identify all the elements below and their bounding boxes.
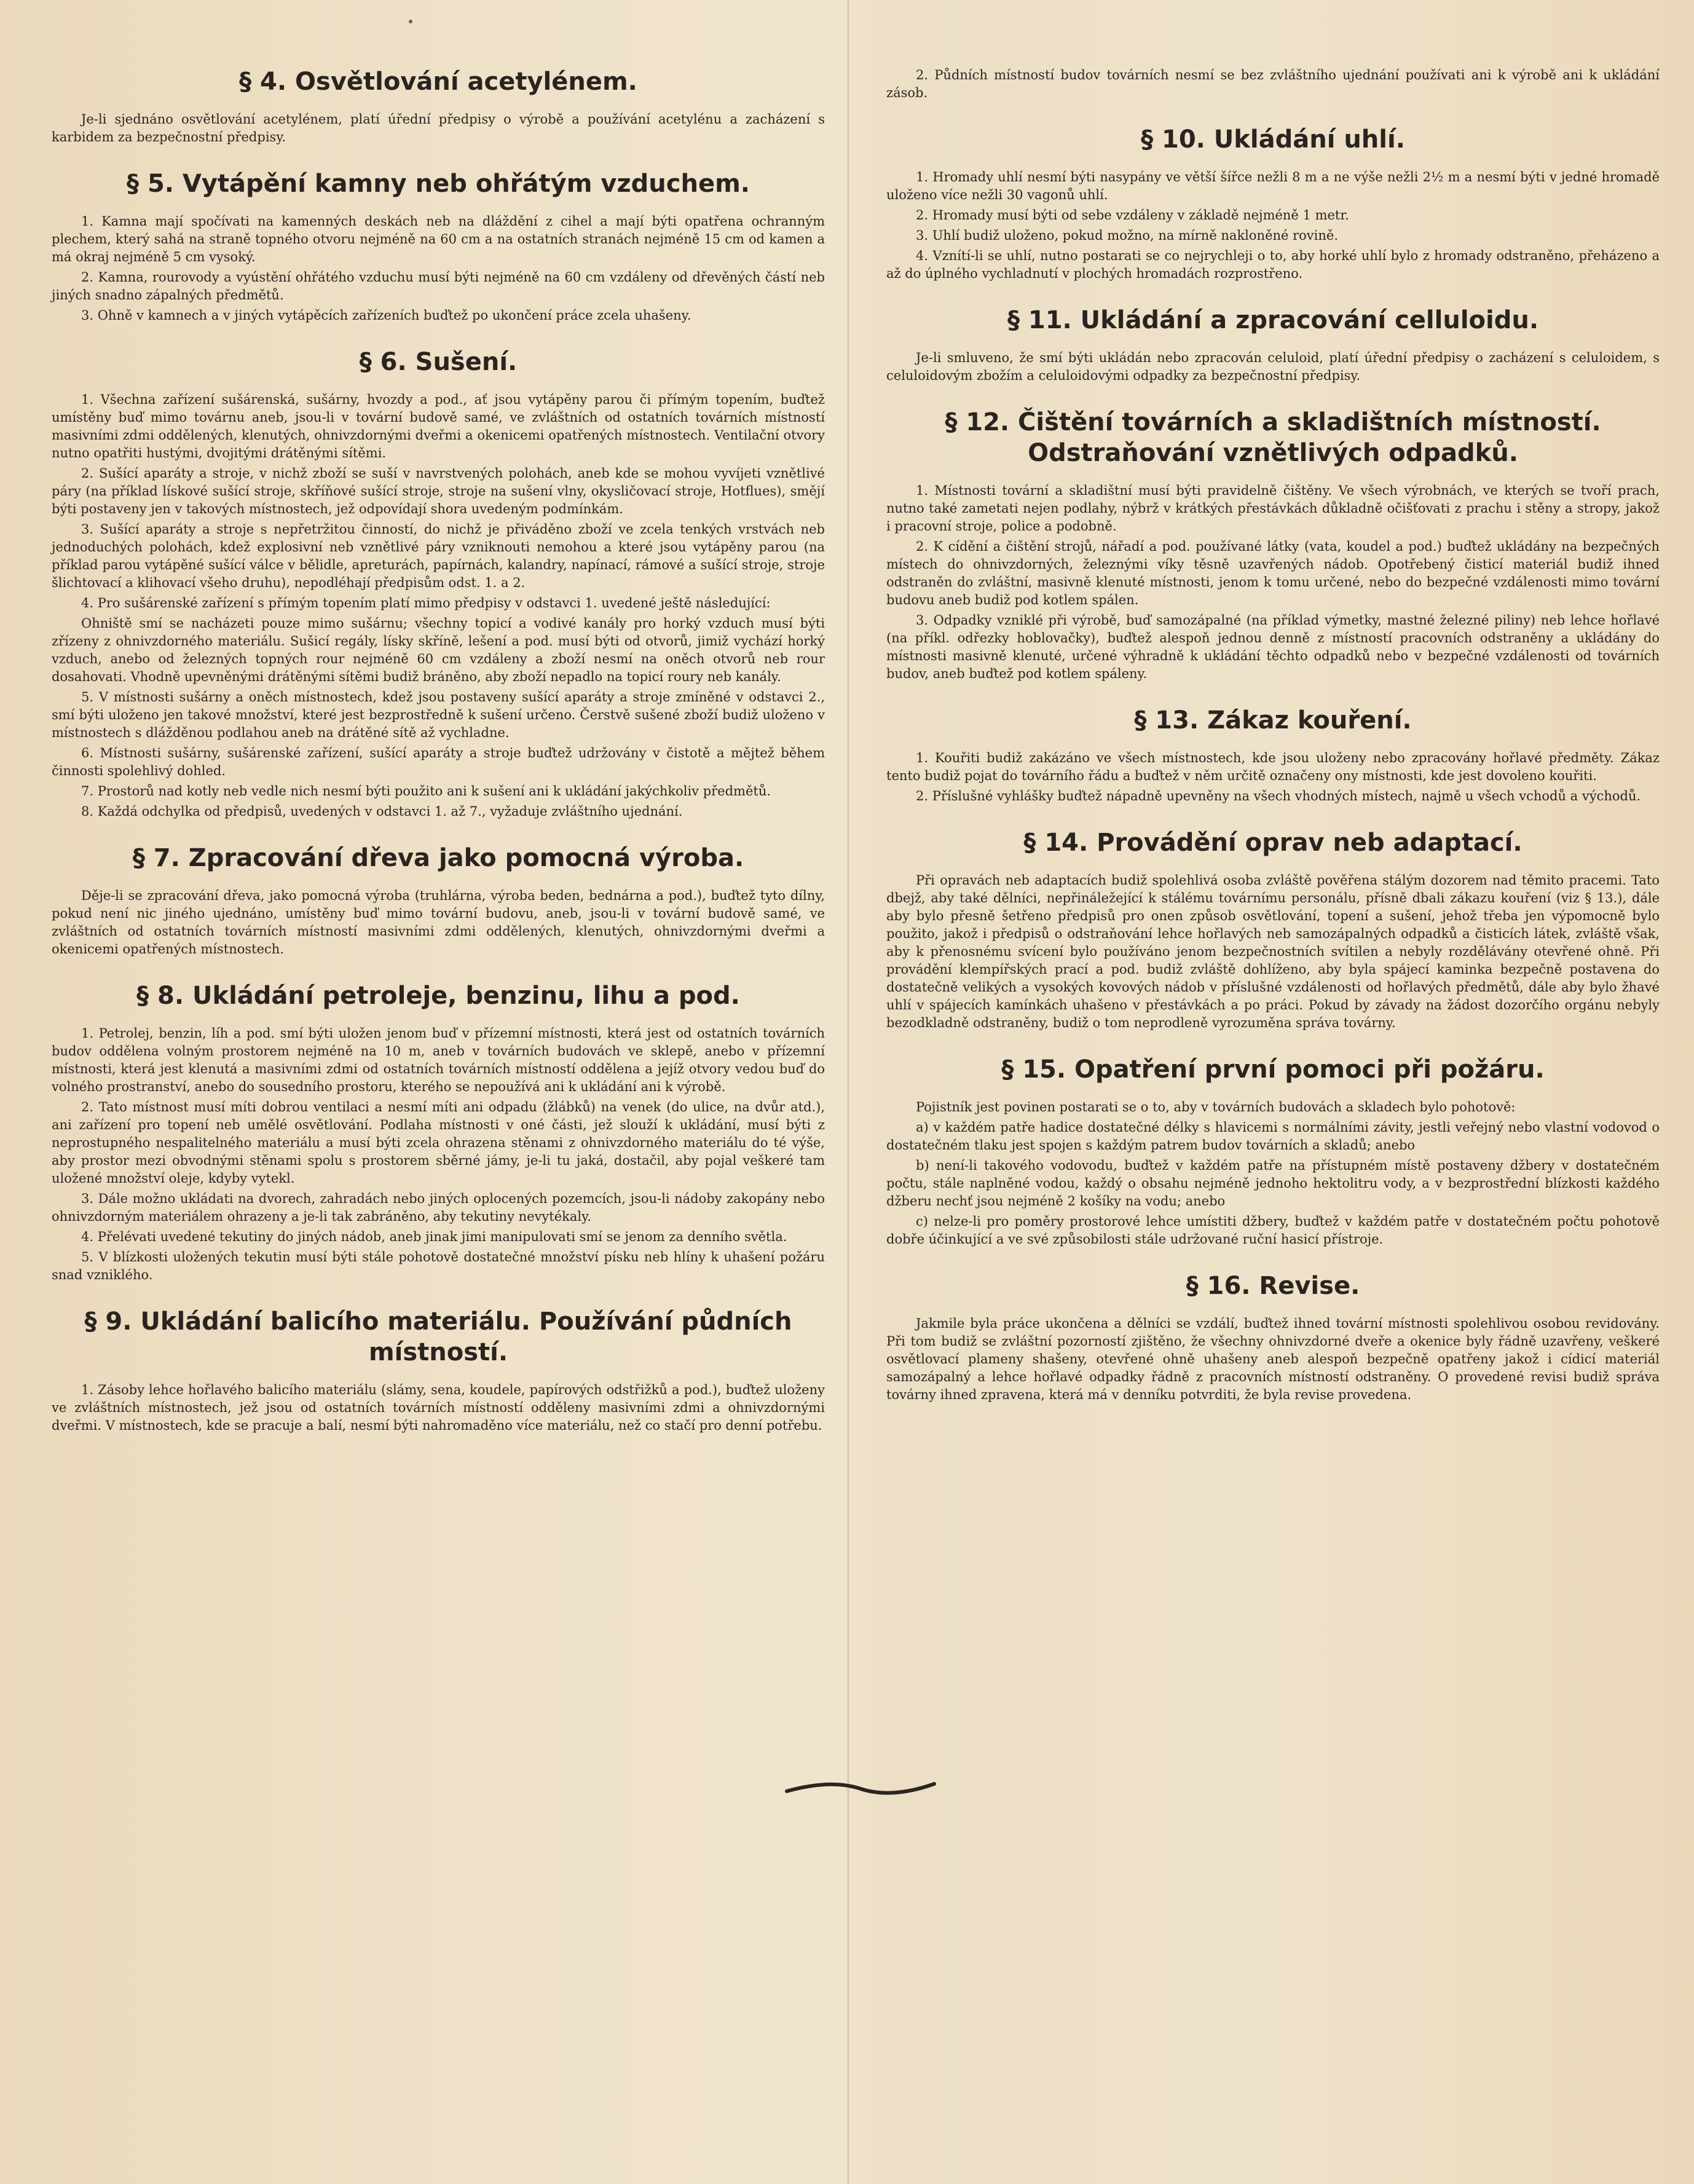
section-paragraph: 3. Ohně v kamnech a v jiných vytápěcích zařízeních buďtež po ukončení práce zcela uhašeny.: [81, 308, 691, 323]
left-column: [52, 66, 825, 1457]
section: [52, 168, 825, 325]
ink-dot: [409, 20, 412, 23]
section-paragraph: Při opravách neb adaptacích budiž spolehlivá osoba zvláště pověřena stálým dozorem nad těmito pracemi. Tato dbejž, aby také dělníci, nepřináležející k stálému továrnímu personálu, přísně dbali zákazu kouření (viz § 13.), dále aby bylo přesně šetřeno předpisů pro onen způsob osvětlování, topení a sušení, jehož třeba jen výpomocně bylo použito, jakož i předpisů o odstraňování lehce hořlavých neb samozápalných odpadků a čisticích látek, zvláště však, aby k přenosnému svícení bylo používáno jenom bezpečnostních svítilen a nebyly rozdělávány otevřené ohně. Při provádění klempířských prací a pod. budiž zvláště dohlíženo, aby byla spájecí kaminka bezpečně postavena do dostatečně velikých a vysokých kovových nádob v příslušné vzdálenosti od hořlavých předmětů, dále aby bylo žhavé uhlí v spájecích kamínkách uhašeno v přestávkách a po práci. Pokud by závady na žádost dozorčího orgánu nebyly bezodkladně odstraněny, budiž o tom neprodleně vyrozuměna správa továrny.: [886, 873, 1660, 1030]
section-paragraph: c) nelze-li pro poměry prostorové lehce umístiti džbery, buďtež v každém patře v dostatečném počtu pohotově dobře účinkující a ve své způsobilosti stále udržované ruční hasicí přístroje.: [886, 1214, 1660, 1247]
section-heading: § 4. Osvětlování acetylénem.: [239, 68, 637, 96]
section-heading: § 5. Vytápění kamny neb ohřátým vzduchem.: [127, 170, 750, 198]
section-paragraph: 1. Místnosti tovární a skladištní musí býti pravidelně čištěny. Ve všech výrobnách, ve kterých se tvoří prach, nutno také zametati nejen podlahy, nýbrž v krátkých přestávkách důkladně očišťovati z prachu i stěny a stropy, jakož i pracovní stroje, police a podobně.: [886, 483, 1660, 534]
section-paragraph: 3. Sušící aparáty a stroje s nepřetržitou činností, do nichž je přiváděno zboží ve zcela tenkých vrstvách neb jednoduchých polohách, kdež explosivní neb vznětlivé páry vzniknouti nemohou a které jsou vytápěny parou (na příklad parou vytápěné sušící válce v bělidle, apreturách, papírnách, kalandry, napínací, rámové a sušící stroje, stroje šlichtovací a klihovací všeho druhu), nepodléhají předpisům odst. 1. a 2.: [52, 522, 825, 590]
section-heading: § 14. Provádění oprav neb adaptací.: [1023, 829, 1523, 857]
section-paragraph: Ohniště smí se nacházeti pouze mimo sušárnu; všechny topicí a vodivé kanály pro horký vzduch musí býti zřízeny z ohnivzdorného materiálu. Sušicí regály, lísky skříně, lešení a pod. musí býti od otvorů, jimiž vychází horký vzduch, anebo od železných topných rour nejméně 60 cm vzdáleny a zboží nesmí na oněch otvorů neb rour dosahovati. Vhodně upevněnými drátěnými sítěmi budiž bráněno, aby zboží nepadlo na topicí roury neb kanály.: [52, 616, 825, 684]
section-paragraph: 3. Uhlí budiž uloženo, pokud možno, na mírně nakloněné rovině.: [916, 228, 1339, 243]
section-heading: § 15. Opatření první pomoci při požáru.: [1001, 1055, 1545, 1084]
section-heading: § 9. Ukládání balicího materiálu. Používání půdních místností.: [84, 1307, 792, 1366]
section-paragraph: 4. Pro sušárenské zařízení s přímým topením platí mimo předpisy v odstavci 1. uvedené ještě následující:: [81, 596, 771, 610]
section: [886, 1271, 1660, 1404]
section-paragraph: 1. Zásoby lehce hořlavého balicího materiálu (slámy, sena, koudele, papírových odstřižků a pod.), buďtež uloženy ve zvláštních místnostech, jež jsou od ostatních továrních místností odděleny masivními zdmi a ohnivzdornými dveřmi. V místnostech, kde se pracuje a balí, nesmí býti nahromaděno více materiálu, než co stačí pro denní potřebu.: [52, 1382, 825, 1433]
section-paragraph: b) není-li takového vodovodu, buďtež v každém patře na přístupném místě postaveny džbery v dostatečném počtu, stále naplněné vodou, každý o obsahu nejméně jednoho hektolitru vody, a v bezprostřední blízkosti každého džberu nechť jsou nejméně 2 košíky na vodu; anebo: [886, 1158, 1660, 1208]
section-paragraph: 2. Hromady musí býti od sebe vzdáleny v základě nejméně 1 metr.: [916, 208, 1349, 223]
section-paragraph: 5. V blízkosti uložených tekutin musí býti stále pohotově dostatečné množství písku neb hlíny k uhašení požáru snad vzniklého.: [52, 1250, 825, 1282]
section: [52, 980, 825, 1284]
section-paragraph: 2. Sušící aparáty a stroje, v nichž zboží se suší v navrstvených polohách, aneb kde se mohou vyvíjeti vznětlivé páry (na příklad lískové sušící stroje, skříňové sušící stroje, stroje na sušení vlny, okysličovací stroje, Hotflues), smějí býti postaveny jen v takových místnostech, jež odpovídají shora uvedeným podmínkám.: [52, 466, 825, 516]
section-paragraph: 1. Petrolej, benzin, líh a pod. smí býti uložen jenom buď v přízemní místnosti, která jest od ostatních továrních budov oddělena volným prostorem nejméně na 10 m, aneb v továrních budovách ve sklepě, anebo v přízemní místnosti, která jest klenutá a masivními zdmi od ostatních továrních místností oddělena a jejíž otvory vedou buď do volného prostranství, anebo do sousedního prostoru, kterého se nepoužívá ani k ukládání ani k výrobě.: [52, 1026, 825, 1094]
section-heading: § 11. Ukládání a zpracování celluloidu.: [1007, 306, 1539, 334]
section-paragraph: 5. V místnosti sušárny a oněch místnostech, kdež jsou postaveny sušící aparáty a stroje zmíněné v odstavci 2., smí býti uloženo jen takové množství, které jest bezprostředně k sušení určeno. Čerstvě sušené zboží budiž uloženo v místnostech s dlážděnou podlahou aneb na drátěné sítě až vychladne.: [52, 690, 825, 740]
section-paragraph: 3. Odpadky vzniklé při výrobě, buď samozápalné (na příklad výmetky, mastné železné piliny) neb lehce hořlavé (na příkl. odřezky hoblovačky), buďtež alespoň jednou denně z místností pracovních odstraněny a ukládány do místnosti masivně klenuté, určené výhradně k ukládání těchto odpadků nebo v bezpečné vzdálenosti od továrních budov, aneb buďtež pod kotlem spáleny.: [886, 613, 1660, 681]
section-paragraph: 1. Kouřiti budiž zakázáno ve všech místnostech, kde jsou uloženy nebo zpracovány hořlavé předměty. Zákaz tento budiž pojat do továrního řádu a buďtež v něm určitě označeny ony místnosti, kde jest dovoleno kouřiti.: [886, 751, 1660, 783]
section-paragraph: 7. Prostorů nad kotly neb vedle nich nesmí býti použito ani k sušení ani k ukládání jakýchkoliv předmětů.: [81, 784, 771, 798]
section-heading: § 13. Zákaz kouření.: [1134, 706, 1412, 735]
section-heading: § 12. Čištění továrních a skladištních místností. Odstraňování vznětlivých odpadků.: [945, 408, 1601, 467]
section: [886, 705, 1660, 805]
section-heading: § 16. Revise.: [1186, 1272, 1360, 1300]
section-paragraph: Je-li sjednáno osvětlování acetylénem, platí úřední předpisy o výrobě a používání acetylénu a zacházení s karbidem za bezpečnostní předpisy.: [52, 112, 825, 144]
section-paragraph: 2. Příslušné vyhlášky buďtež nápadně upevněny na všech vhodných místech, najmě u všech vchodů a východů.: [916, 789, 1641, 803]
section-heading: § 8. Ukládání petroleje, benzinu, lihu a pod.: [136, 982, 740, 1010]
section: [886, 305, 1660, 385]
section: [52, 347, 825, 821]
section-heading: § 10. Ukládání uhlí.: [1141, 125, 1405, 154]
section-paragraph: 2. K cídění a čištění strojů, nářadí a pod. používané látky (vata, koudel a pod.) buďtež ukládány na bezpečných místech do ohnivzdorných, železnými víky těsně uzavřených nádob. Opotřebený čisticí materiál budiž ihned odstraněn do zvláštní, masivně klenuté místnosti, jenom k tomu určené, nebo do bezpečné vzdálenosti mimo tovární budovu aneb budiž pod kotlem spálen.: [886, 539, 1660, 607]
right-column: [886, 66, 1660, 1426]
section: [52, 843, 825, 958]
section: [886, 407, 1660, 683]
section-paragraph: Jakmile byla práce ukončena a dělníci se vzdálí, buďtež ihned tovární místnosti spolehlivou osobou revidovány. Při tom budiž se zvláštní pozorností zjištěno, že všechny ohnivzdorné dveře a okenice byly řádně uzavřeny, veškeré osvětlovací plameny shašeny, otevřené ohně uhašeny aneb alespoň bezpečně opatřeny jakož i cídicí materiál samozápalný a lehce hořlavé odpadky řádně z pracovních místností odstraněny. O provedené revisi budiž správa továrny ihned zpravena, která má v denníku potvrditi, že byla revise provedena.: [886, 1316, 1660, 1402]
section-paragraph: 2. Půdních místností budov továrních nesmí se bez zvláštního ujednání používati ani k výrobě ani k ukládání zásob.: [886, 68, 1660, 100]
section: [886, 66, 1660, 102]
section-paragraph: 4. Vznítí-li se uhlí, nutno postarati se co nejrychleji o to, aby horké uhlí bylo z hromady odstraněno, přeházeno a až do úplného vychladnutí v plochých hromadách rozprostřeno.: [886, 248, 1660, 281]
section: [886, 1054, 1660, 1248]
section-paragraph: a) v každém patře hadice dostatečné délky s hlavicemi s normálními závity, jestli veřejný nebo vlastní vodovod o dostatečném tlaku jest spojen s každým patrem budov továrních a skladů; anebo: [886, 1120, 1660, 1153]
section-paragraph: 2. Tato místnost musí míti dobrou ventilaci a nesmí míti ani odpadu (žlábků) na venek (do ulice, na dvůr atd.), ani zařízení pro topení neb umělé osvětlování. Podlaha místnosti v oné části, jež slouží k ukládání, musí býti z neprostupného nespalitelného materiálu a musí býti zcela ohrazena stěnami z ohnivzdorného materiálu do té výše, aby prostor mezi obvodnými stěnami spolu s prostorem sběrné jámy, je-li tu jaká, dostačil, aby pojal veškeré tam uložené množství oleje, kdyby vytekl.: [52, 1100, 825, 1186]
section: [52, 66, 825, 146]
section-paragraph: 3. Dále možno ukládati na dvorech, zahradách nebo jiných oplocených pozemcích, jsou-li nádoby zakopány nebo ohnivzdorným materiálem ohrazeny a je-li tak zabráněno, aby tekutiny nevytékaly.: [52, 1191, 825, 1224]
section-paragraph: 2. Kamna, rourovody a vyústění ohřátého vzduchu musí býti nejméně na 60 cm vzdáleny od dřevěných částí neb jiných snadno zápalných předmětů.: [52, 270, 825, 302]
section-paragraph: 8. Každá odchylka od předpisů, uvedených v odstavci 1. až 7., vyžaduje zvláštního ujednání.: [81, 804, 683, 819]
section-paragraph: 6. Místnosti sušárny, sušárenské zařízení, sušící aparáty a stroje buďtež udržovány v čistotě a mějtež během činnosti spolehlivý dohled.: [52, 746, 825, 778]
closing-ornament: [781, 1770, 940, 1807]
section-paragraph: Pojistník jest povinen postarati se o to, aby v továrních budovách a skladech bylo pohotově:: [916, 1100, 1516, 1114]
section-paragraph: Je-li smluveno, že smí býti ukládán nebo zpracován celuloid, platí úřední předpisy o zacházení s celuloidem, s celuloidovým zbožím a celuloidovými odpadky za bezpečnostní předpisy.: [886, 350, 1660, 383]
section-paragraph: 1. Hromady uhlí nesmí býti nasypány ve větší šířce nežli 8 m a ne výše nežli 2½ m a nesmí býti v jedné hromadě uloženo více nežli 30 vagonů uhlí.: [886, 170, 1660, 202]
section: [52, 1306, 825, 1435]
section-paragraph: 1. Všechna zařízení sušárenská, sušárny, hvozdy a pod., ať jsou vytápěny parou či přímým topením, buďtež umístěny buď mimo továrnu aneb, jsou-li v tovární budově samé, ve zvláštních od ostatních továrních místností masivními zdmi oddělených, klenutých, ohnivzdornými dveřmi a okenicemi opatřených místnostech. Ventilační otvory nutno opatřiti hustými, dvojitými drátěnými sítěmi.: [52, 392, 825, 460]
section-paragraph: 4. Přelévati uvedené tekutiny do jiných nádob, aneb jinak jimi manipulovati smí se jenom za denního světla.: [81, 1229, 787, 1244]
section: [886, 827, 1660, 1032]
section-paragraph: 1. Kamna mají spočívati na kamenných deskách neb na dláždění z cihel a mají býti opatřena ochranným plechem, který sahá na straně topného otvoru nejméně na 60 cm a na ostatních stranách nejméně 15 cm od kamen a má okraj nejméně 5 cm vysoký.: [52, 214, 825, 264]
section-heading: § 6. Sušení.: [359, 348, 518, 376]
section-paragraph: Děje-li se zpracování dřeva, jako pomocná výroba (truhlárna, výroba beden, bednárna a pod.), buďtež tyto dílny, pokud není nic jiného ujednáno, umístěny buď mimo tovární budovu, aneb, jsou-li v tovární budově samé, ve zvláštních od ostatních továrních místností masivními zdmi oddělených, klenutých, ohnivzdornými dveřmi a okenicemi opatřených místnostech.: [52, 888, 825, 956]
section: [886, 124, 1660, 283]
page-fold: [847, 0, 849, 2184]
section-heading: § 7. Zpracování dřeva jako pomocná výroba.: [132, 844, 744, 872]
